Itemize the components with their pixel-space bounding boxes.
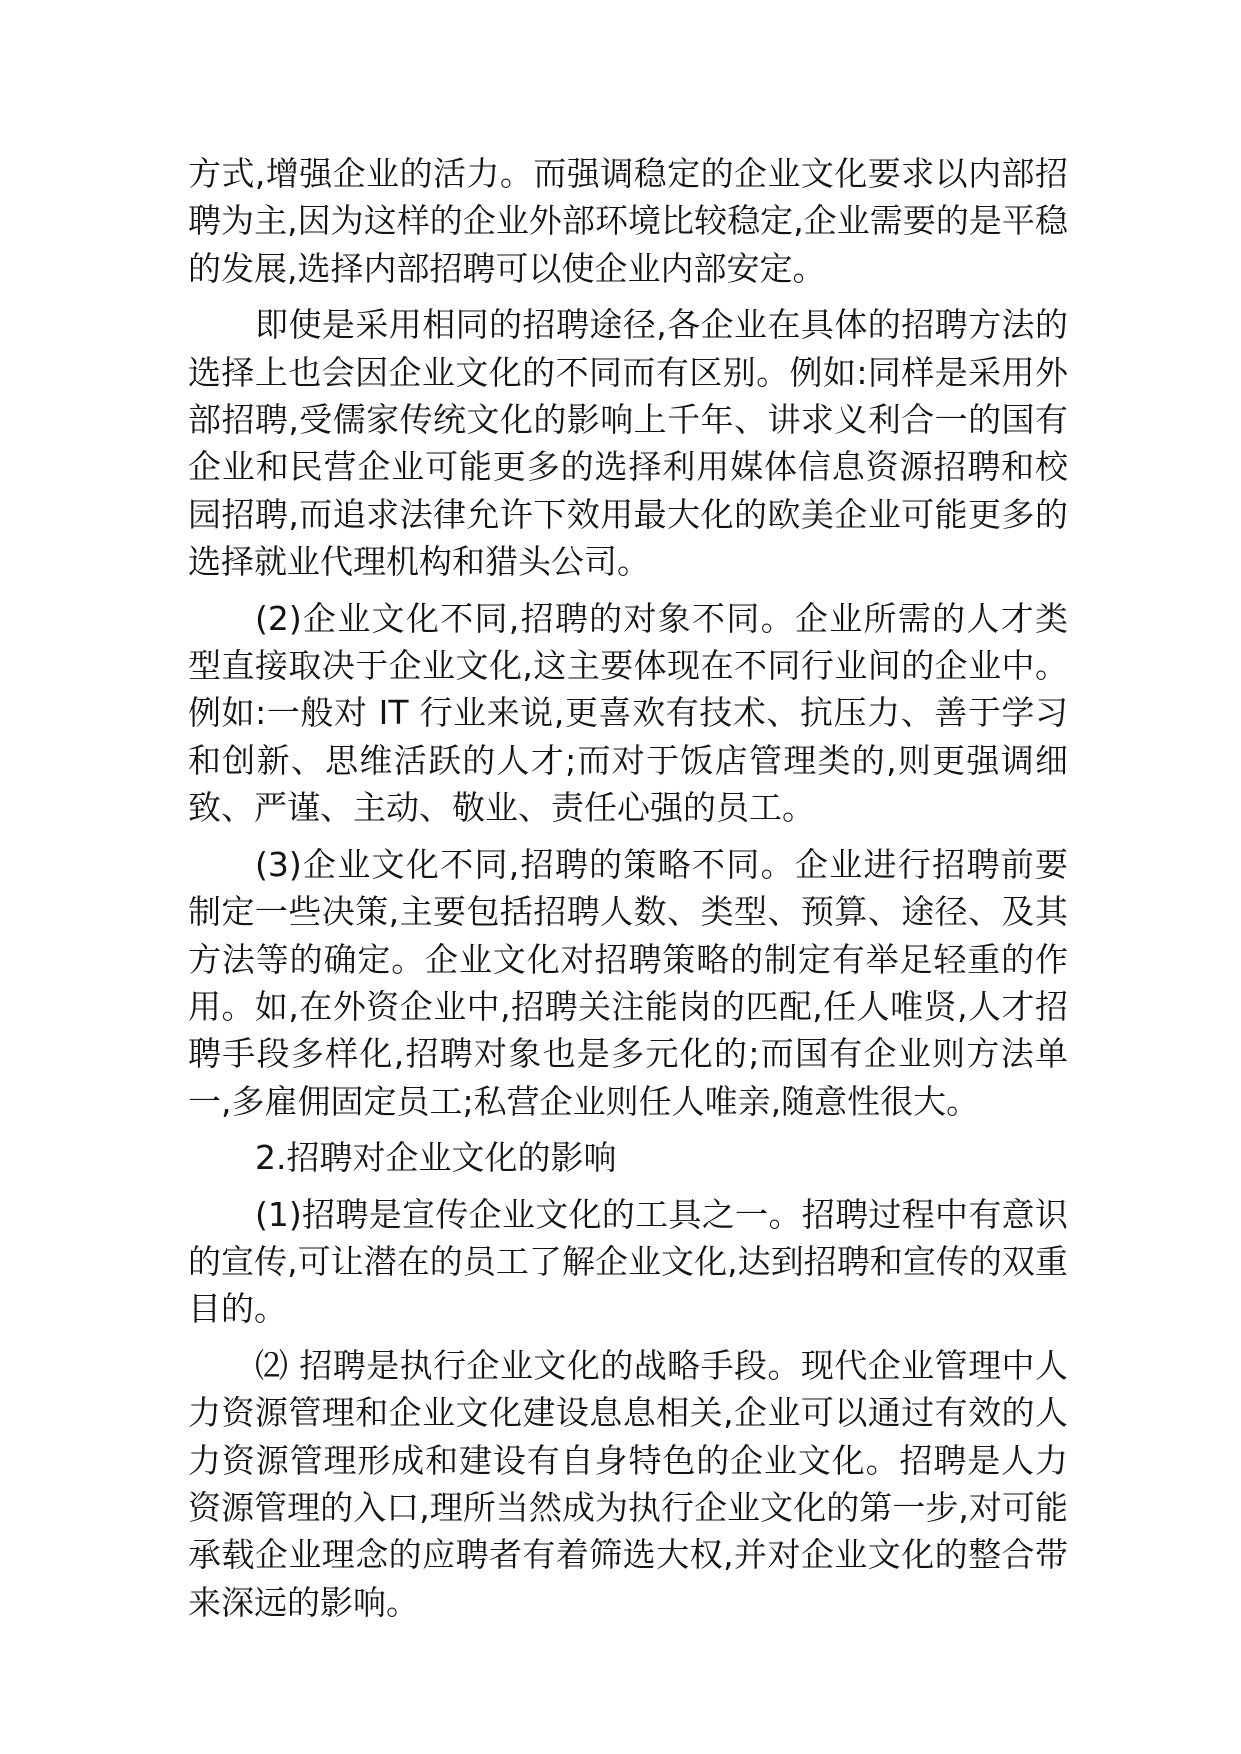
paragraph-1: 方式,增强企业的活力。而强调稳定的企业文化要求以内部招聘为主,因为这样的企业外部环境比较稳定,企业需要的是平稳的发展,选择内部招聘可以使企业内部安定。 — [188, 154, 1068, 288]
section-heading: 2.招聘对企业文化的影响 — [255, 1138, 617, 1178]
paragraph-3: (2)企业文化不同,招聘的对象不同。企业所需的人才类型直接取决于企业文化,这主要体现在不同行业间的企业中。例如:一般对 IT 行业来说,更喜欢有技术、抗压力、善于学习和创新、思维活跃的人才;而对于饭店管理类的,则更强调细致、严谨、主动、敬业、责任心强的员工。 — [188, 598, 1068, 828]
paragraph-4: (3)企业文化不同,招聘的策略不同。企业进行招聘前要制定一些决策,主要包括招聘人数、类型、预算、途径、及其方法等的确定。企业文化对招聘策略的制定有举足轻重的作用。如,在外资企业中,招聘关注能岗的匹配,任人唯贤,人才招聘手段多样化,招聘对象也是多元化的;而国有企业则方法单一,多雇佣固定员工;私营企业则任人唯亲,随意性很大。 — [188, 844, 1068, 1121]
paragraph-5: (1)招聘是宣传企业文化的工具之一。招聘过程中有意识的宣传,可让潜在的员工了解企业文化,达到招聘和宣传的双重目的。 — [188, 1194, 1068, 1329]
paragraph-6: ⑵ 招聘是执行企业文化的战略手段。现代企业管理中人力资源管理和企业文化建设息息相关,企业可以通过有效的人力资源管理形成和建设有自身特色的企业文化。招聘是人力资源管理的入口,理所当然成为执行企业文化的第一步,对可能承载企业理念的应聘者有着筛选大权,并对企业文化的整合带来深远的影响。 — [188, 1345, 1068, 1622]
paragraph-2: 即使是采用相同的招聘途径,各企业在具体的招聘方法的选择上也会因企业文化的不同而有区别。例如:同样是采用外部招聘,受儒家传统文化的影响上千年、讲求义利合一的国有企业和民营企业可能更多的选择利用媒体信息资源招聘和校园招聘,而追求法律允许下效用最大化的欧美企业可能更多的选择就业代理机构和猎头公司。 — [188, 305, 1068, 582]
document-page — [188, 150, 1068, 1626]
